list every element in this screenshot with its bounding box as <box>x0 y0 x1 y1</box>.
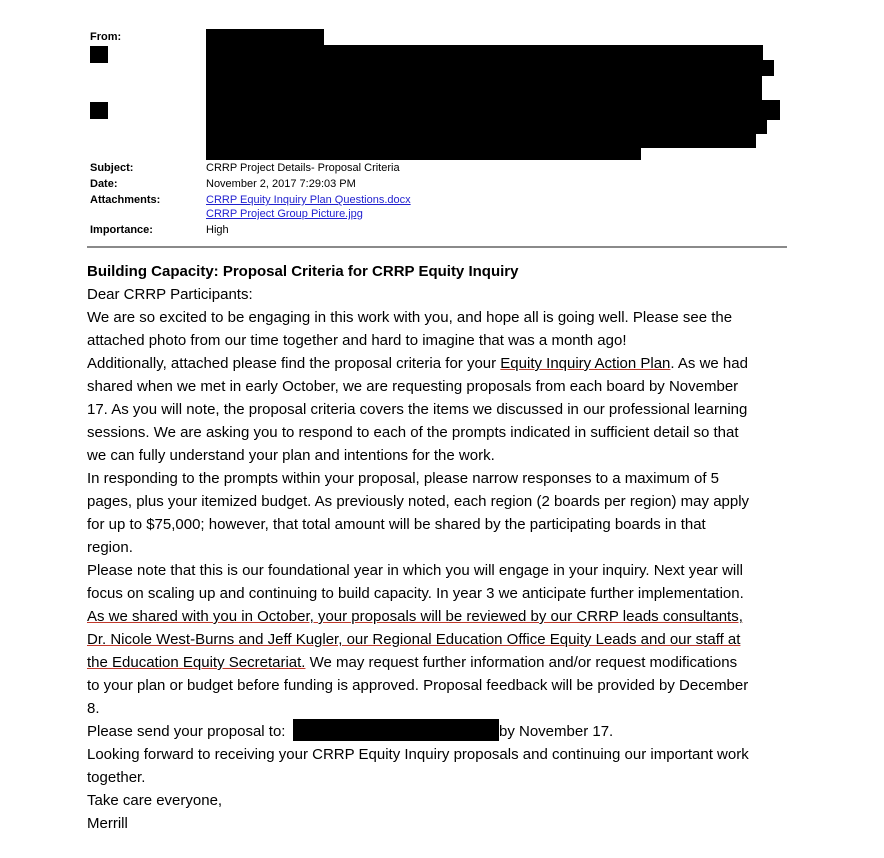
body-text-segment: We may request further information and/or request modifications <box>305 654 738 671</box>
email-title: Building Capacity: Proposal Criteria for CRRP Equity Inquiry <box>87 263 519 280</box>
body-line: for up to $75,000; however, that total amount will be shared by the participating boards in that <box>87 516 706 533</box>
header-divider <box>87 246 787 248</box>
body-line: focus on scaling up and continuing to build capacity. In year 3 we anticipate further implementation. <box>87 585 744 602</box>
importance-label: Importance: <box>90 224 153 236</box>
attachment-link[interactable]: CRRP Project Group Picture.jpg <box>206 208 363 220</box>
redacted-block <box>206 60 774 76</box>
body-line: by November 17. <box>499 723 614 740</box>
body-line <box>87 352 748 375</box>
body-line: we can fully understand your plan and intentions for the work. <box>87 447 495 464</box>
from-label: From: <box>90 31 122 43</box>
date-label: Date: <box>90 178 118 190</box>
body-line <box>87 651 737 674</box>
attachments-label: Attachments: <box>90 194 161 206</box>
redacted-block <box>90 102 108 119</box>
redacted-email <box>293 719 499 741</box>
body-line: pages, plus your itemized budget. As previously noted, each region (2 boards per region) may apply <box>87 493 750 510</box>
body-text-segment: the Education Equity Secretariat. <box>87 654 306 671</box>
body-line: We are so excited to be engaging in this work with you, and hope all is going well. Please see the <box>87 309 733 326</box>
body-line: Please send your proposal to: <box>87 723 286 740</box>
body-line: attached photo from our time together and hard to imagine that was a month ago! <box>87 332 627 349</box>
body-line: region. <box>87 539 133 556</box>
attachment-link[interactable]: CRRP Equity Inquiry Plan Questions.docx <box>206 194 411 206</box>
greeting: Dear CRRP Participants: <box>87 286 253 303</box>
body-text-segment: . As we had <box>670 355 748 372</box>
body-line: Looking forward to receiving your CRRP Equity Inquiry proposals and continuing our important work <box>87 746 749 763</box>
body-line: In responding to the prompts within your proposal, please narrow responses to a maximum of 5 <box>87 470 719 487</box>
body-line: Dr. Nicole West-Burns and Jeff Kugler, our Regional Education Office Equity Leads and our staff at <box>87 631 741 648</box>
redacted-block <box>206 100 780 120</box>
signature: Merrill <box>87 815 128 832</box>
body-text-segment: Additionally, attached please find the proposal criteria for your <box>87 355 501 372</box>
body-line: shared when we met in early October, we are requesting proposals from each board by November <box>87 378 739 395</box>
body-line: sessions. We are asking you to respond to each of the prompts indicated in sufficient detail so that <box>87 424 739 441</box>
redacted-block <box>206 75 762 101</box>
redacted-block <box>206 45 763 61</box>
body-line: As we shared with you in October, your proposals will be reviewed by our CRRP leads consultants, <box>87 608 743 625</box>
body-line: 17. As you will note, the proposal criteria covers the items we discussed in our professional learning <box>87 401 748 418</box>
subject-value: CRRP Project Details- Proposal Criteria <box>206 162 400 174</box>
date-value: November 2, 2017 7:29:03 PM <box>206 178 356 190</box>
body-line: together. <box>87 769 146 786</box>
body-line: to your plan or budget before funding is approved. Proposal feedback will be provided by December <box>87 677 749 694</box>
closing: Take care everyone, <box>87 792 223 809</box>
body-line: Please note that this is our foundational year in which you will engage in your inquiry. Next year will <box>87 562 743 579</box>
action-plan-link[interactable]: Equity Inquiry Action Plan <box>500 355 671 372</box>
redacted-block <box>90 46 108 63</box>
redacted-block <box>206 119 767 134</box>
subject-label: Subject: <box>90 162 134 174</box>
redacted-block <box>206 147 641 160</box>
body-line: 8. <box>87 700 100 717</box>
importance-value: High <box>206 224 229 236</box>
redacted-block <box>206 133 756 148</box>
